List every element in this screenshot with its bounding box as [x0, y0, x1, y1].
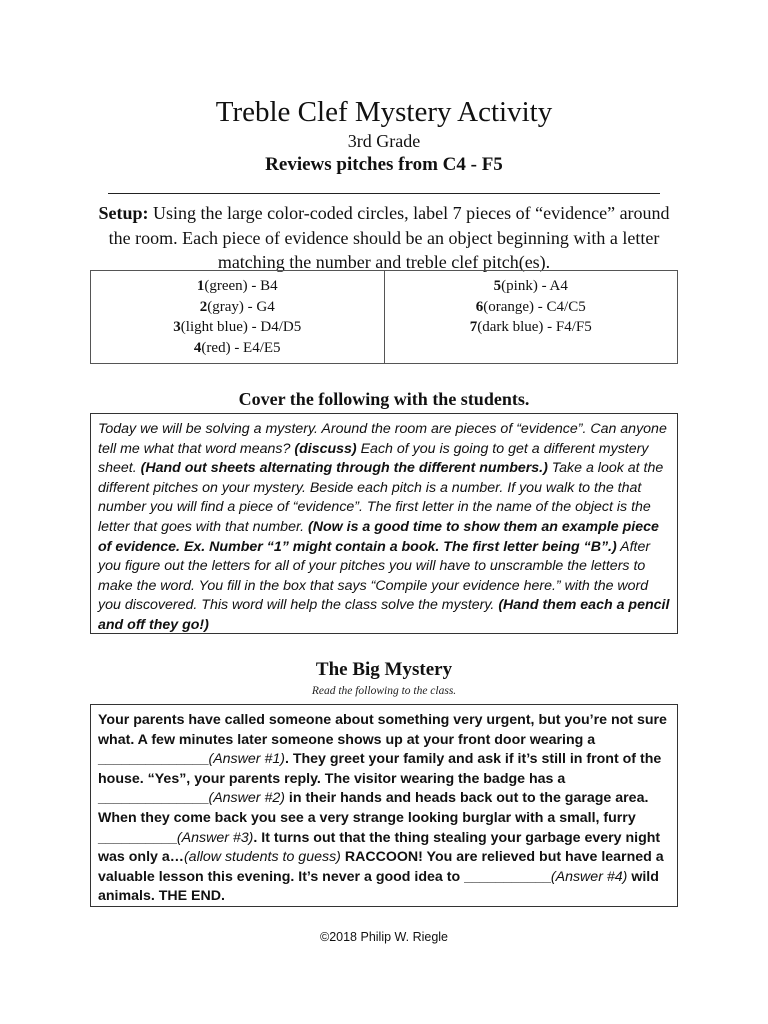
- setup-label: Setup:: [98, 203, 149, 223]
- horizontal-rule: [108, 193, 660, 194]
- story-prompt: (allow students to guess): [183, 849, 341, 866]
- pitch-assignment: (light blue) - D4/D5: [180, 319, 302, 335]
- pitch-column-right: [384, 271, 678, 363]
- pitch-number: 5: [493, 278, 502, 294]
- script-text: After you figure out the letters for all of your pitches you will have to unscramble the letters to make the word. You fill in the box that says “Compile your evidence here.” with the word you discovered. This word will help the class solve the mystery.: [98, 538, 651, 614]
- story-prompt: (Answer #4): [550, 868, 628, 885]
- setup-paragraph: [90, 201, 678, 275]
- script-instruction: (discuss): [294, 440, 357, 457]
- reviews-subtitle: Reviews pitches from C4 - F5: [265, 154, 503, 175]
- pitch-number: 2: [199, 298, 208, 315]
- script-instruction: (Hand out sheets alternating through the different numbers.): [140, 460, 548, 477]
- mystery-subheading: Read the following to the class.: [311, 685, 457, 697]
- story-prompt: (Answer #2): [208, 790, 285, 807]
- pitch-row: [91, 276, 384, 297]
- pitch-assignment: (gray) - G4: [207, 298, 275, 315]
- pitch-assignment: (red) - E4/E5: [201, 339, 281, 356]
- story-text: Your parents have called someone about something very urgent, but you’re not sure what. A few minutes later someone shows up at your front door wearing a ______________: [98, 712, 667, 768]
- script-instruction: (Now is a good time to show them an example piece of evidence. Ex. Number “1” might contain a book. The first letter being “B”.): [98, 518, 659, 555]
- pitch-row: [385, 317, 678, 338]
- pitch-number: 7: [469, 319, 478, 335]
- pitch-number: 6: [475, 298, 484, 315]
- teacher-script-box: [90, 413, 678, 634]
- pitch-assignment: (orange) - C4/C5: [483, 298, 586, 315]
- story-prompt: (Answer #1): [208, 751, 285, 768]
- setup-text: Using the large color-coded circles, label 7 pieces of “evidence” around the room. Each piece of evidence should be an object beginning with a letter matching the number and treble clef pitch(es).: [108, 203, 670, 272]
- grade-level: 3rd Grade: [347, 131, 421, 151]
- pitch-row: [91, 338, 384, 359]
- pitch-number: 1: [196, 278, 205, 294]
- story-text: RACCOON! You are relieved but have learned a valuable lesson this evening. It’s never a good idea to ___________: [98, 849, 664, 885]
- script-text: Each of you is going to get a different mystery sheet.: [98, 440, 649, 477]
- story-prompt: (Answer #3): [176, 829, 254, 846]
- story-text: . It turns out that the thing stealing your garbage every night was only a…: [98, 829, 661, 866]
- cover-heading: Cover the following with the students.: [238, 389, 530, 409]
- pitch-assignment: (dark blue) - F4/F5: [477, 319, 592, 335]
- script-instruction: (Hand them each a pencil and off they go!): [98, 597, 670, 633]
- story-text: in their hands and heads back out to the garage area. When they come back you see a very strange looking burglar with a small, furry __________: [98, 790, 649, 846]
- pitch-row: [385, 297, 678, 318]
- pitch-row: [91, 317, 384, 338]
- copyright: ©2018 Philip W. Riegle: [319, 930, 449, 944]
- script-text: Today we will be solving a mystery. Around the room are pieces of “evidence”. Can anyone tell me what that word means?: [98, 421, 667, 457]
- pitch-row: [91, 297, 384, 318]
- story-box: [90, 704, 678, 907]
- pitch-number: 4: [193, 339, 202, 356]
- pitch-assignment: (green) - B4: [204, 278, 278, 294]
- mystery-heading: The Big Mystery: [315, 659, 453, 680]
- pitch-number: 3: [173, 319, 181, 335]
- pitch-row: [385, 276, 678, 297]
- script-text: Take a look at the different pitches on your mystery. Beside each pitch is a number. If you walk to the that number you will find a piece of “evidence”. The first letter in the name of the object is the letter that goes with that number.: [98, 460, 664, 535]
- pitch-assignment: (pink) - A4: [501, 278, 568, 294]
- story-text: . They greet your family and ask if it’s still in front of the house. “Yes”, your parents reply. The visitor wearing the badge has a ______________: [98, 751, 662, 807]
- pitch-table: [90, 270, 678, 364]
- story-text: wild animals. THE END.: [98, 868, 659, 905]
- pitch-column-left: [91, 271, 384, 363]
- page-title: Treble Clef Mystery Activity: [215, 96, 553, 128]
